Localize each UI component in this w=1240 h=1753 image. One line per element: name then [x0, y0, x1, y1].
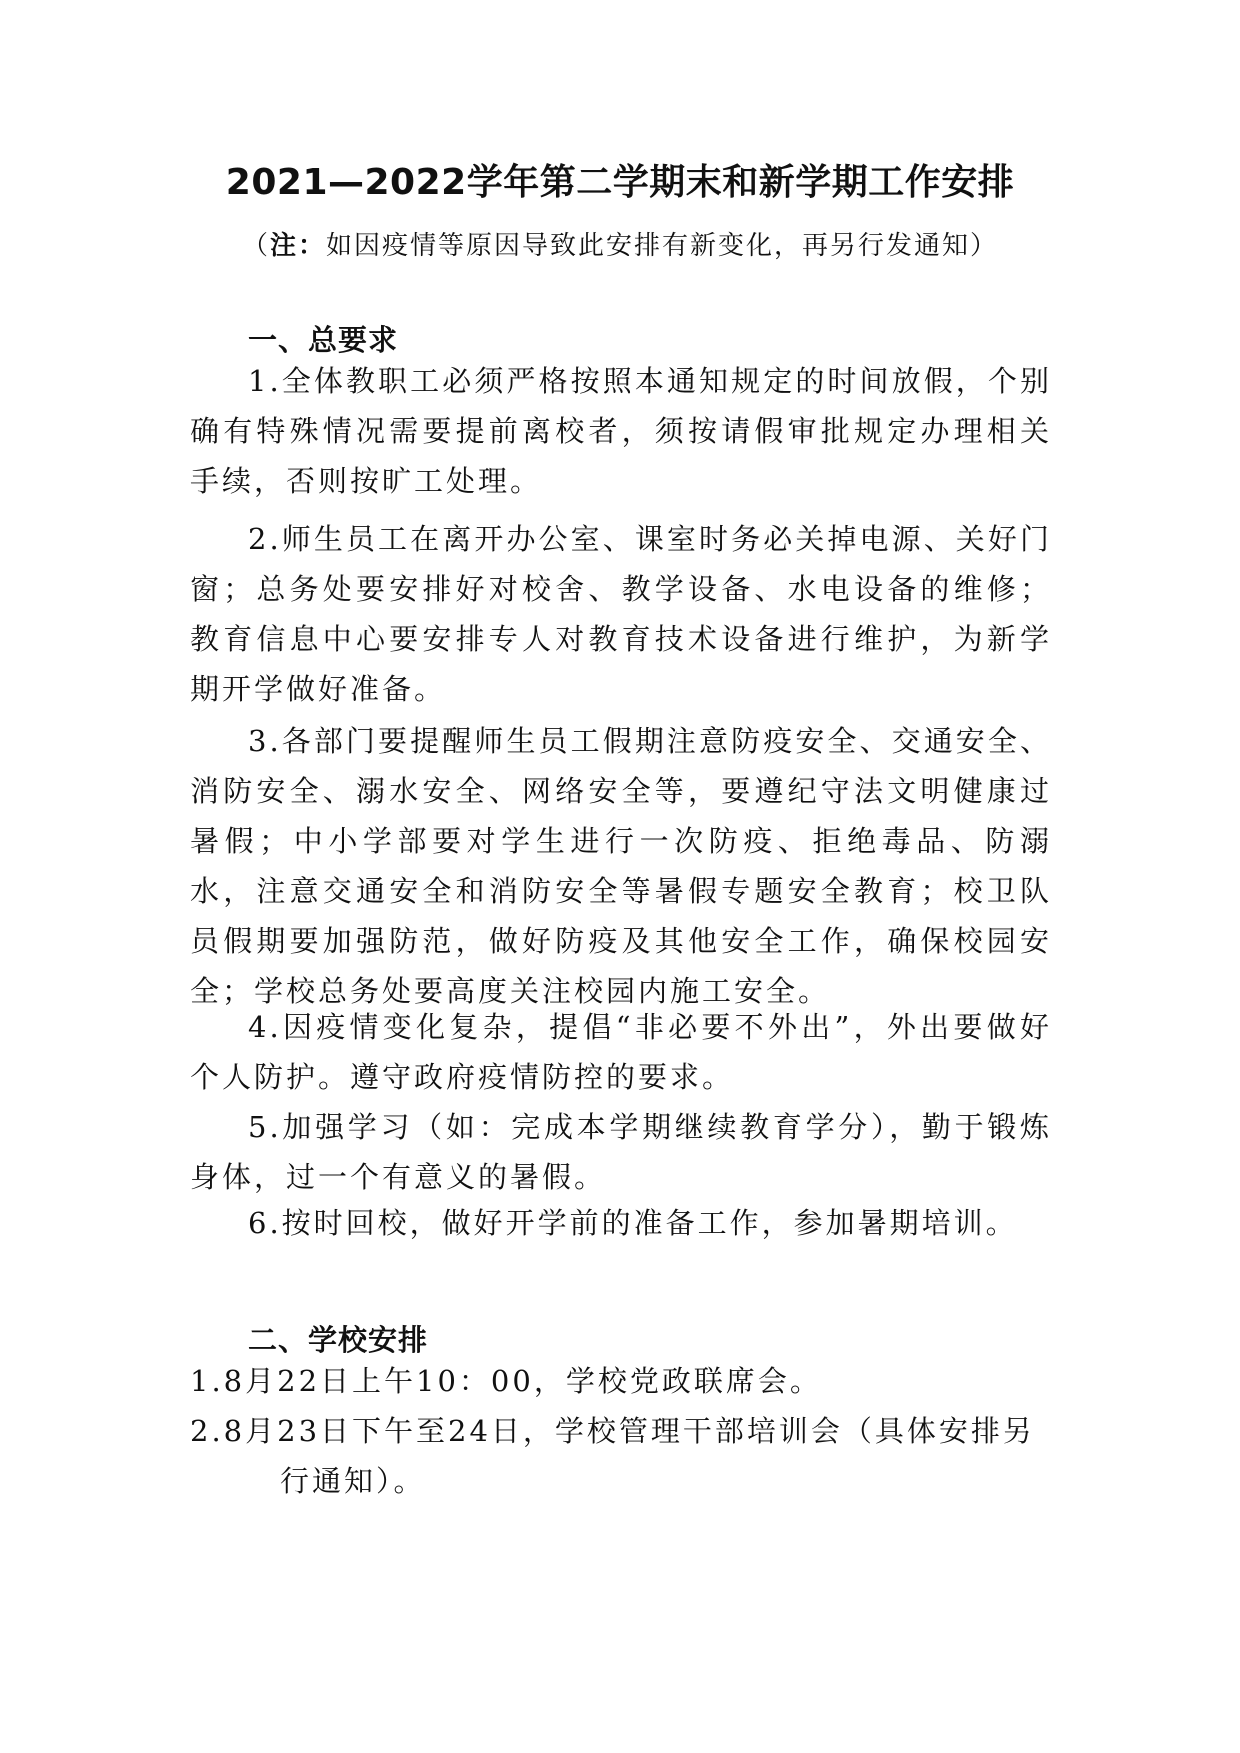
list-item: 1.8月22日上午10：00，学校党政联席会。	[190, 1364, 822, 1398]
paragraph: 5.加强学习（如：完成本学期继续教育学分），勤于锻炼身体，过一个有意义的暑假。	[190, 1110, 1052, 1194]
list-item: 2.8月23日下午至24日，学校管理干部培训会（具体安排另行通知）。	[190, 1414, 1035, 1498]
section-heading-school: 二、学校安排	[248, 1323, 429, 1357]
paragraph: 2.师生员工在离开办公室、课室时务必关掉电源、关好门窗；总务处要安排好对校舍、教学设备、水电设备的维修；教育信息中心要安排专人对教育技术设备进行维护，为新学期开学做好准备。	[190, 522, 1052, 706]
note-text: 如因疫情等原因导致此安排有新变化，再另行发通知	[326, 231, 971, 261]
paragraph: 4.因疫情变化复杂，提倡“非必要不外出”，外出要做好个人防护。遵守政府疫情防控的要求。	[190, 1010, 1052, 1094]
note-label: 注：	[269, 231, 326, 261]
document-note	[0, 226, 1240, 266]
document-title: 2021—2022学年第二学期末和新学期工作安排	[225, 162, 1015, 203]
paragraph: 6.按时回校，做好开学前的准备工作，参加暑期培训。	[248, 1206, 1018, 1240]
note-open: （	[241, 231, 270, 261]
paragraph: 1.全体教职工必须严格按照本通知规定的时间放假，个别确有特殊情况需要提前离校者，须按请假审批规定办理相关手续，否则按旷工处理。	[190, 364, 1052, 498]
section-heading-general: 一、总要求	[248, 323, 399, 357]
paragraph: 3.各部门要提醒师生员工假期注意防疫安全、交通安全、消防安全、溺水安全、网络安全等，要遵纪守法文明健康过暑假；中小学部要对学生进行一次防疫、拒绝毒品、防溺水，注意交通安全和消防安全等暑假专题安全教育；校卫队员假期要加强防范，做好防疫及其他安全工作，确保校园安全；学校总务处要高度关注校园内施工安全。	[190, 724, 1052, 1008]
note-close: ）	[970, 231, 999, 261]
